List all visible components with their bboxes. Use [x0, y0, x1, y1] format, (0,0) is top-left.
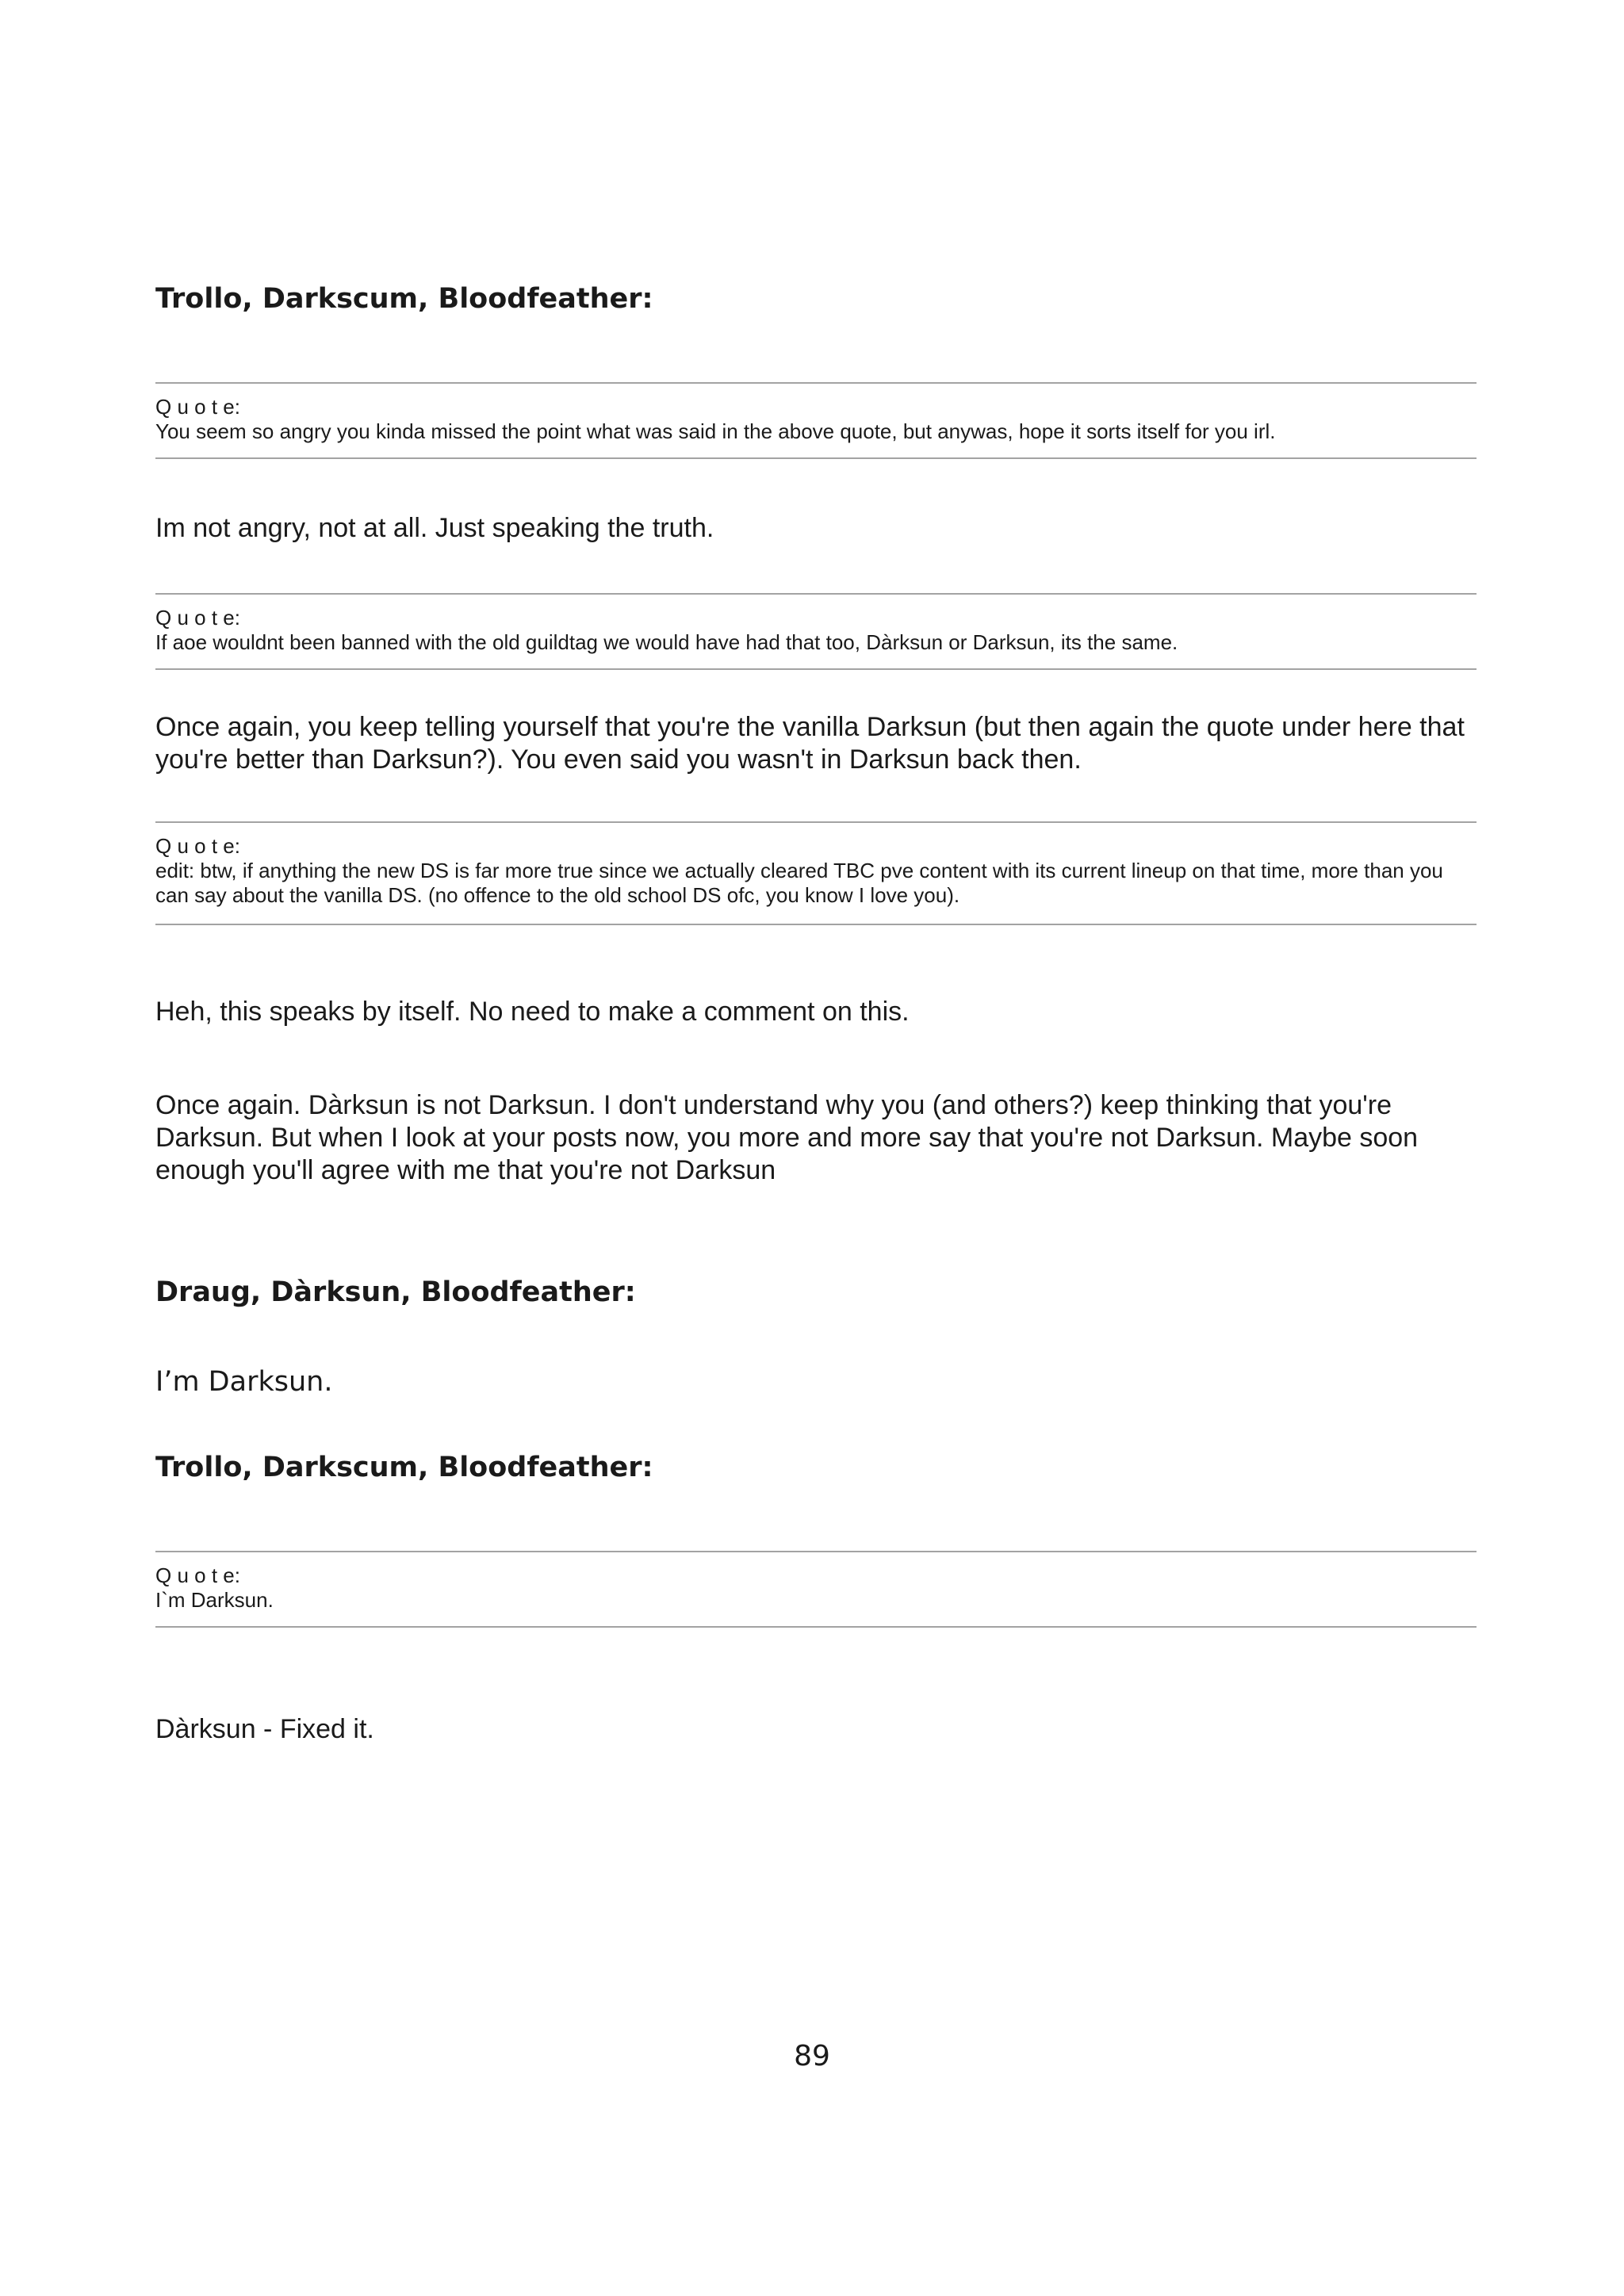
quote-text: I`m Darksun.	[155, 1588, 274, 1612]
quote-block	[155, 1551, 1477, 1628]
quote-block	[155, 821, 1477, 925]
quote-block	[155, 593, 1477, 670]
quote-block	[155, 382, 1477, 459]
quote-text: You seem so angry you kinda missed the point what was said in the above quote, but anywas, hope it sorts itself for you irl.	[155, 419, 1276, 443]
speaker-heading: Trollo, Darkscum, Bloodfeather:	[155, 283, 653, 315]
speaker-heading: Draug, Dàrksun, Bloodfeather:	[155, 1276, 636, 1308]
quote-label: Q u o t e:	[155, 395, 240, 419]
quote-text: If aoe wouldnt been banned with the old guildtag we would have had that too, Dàrksun or Darksun, its the same.	[155, 630, 1178, 654]
quote-label: Q u o t e:	[155, 834, 240, 858]
reply-paragraph: I’m Darksun.	[155, 1366, 333, 1398]
reply-paragraph: Heh, this speaks by itself. No need to make a comment on this.	[155, 997, 910, 1027]
quote-text: edit: btw, if anything the new DS is far more true since we actually cleared TBC pve content with its current lineup on that time, more than you can say about the vanilla DS. (no offence to the old school DS ofc, you know I love you).	[155, 859, 1443, 907]
quote-label: Q u o t e:	[155, 1563, 240, 1587]
page-number: 89	[794, 2040, 830, 2072]
reply-paragraph: Dàrksun - Fixed it.	[155, 1714, 374, 1744]
reply-paragraph: Im not angry, not at all. Just speaking the truth.	[155, 513, 714, 543]
reply-paragraph: Once again, you keep telling yourself that you're the vanilla Darksun (but then again the quote under here that you're better than Darksun?). You even said you wasn't in Darksun back then.	[155, 712, 1465, 775]
reply-paragraph: Once again. Dàrksun is not Darksun. I don't understand why you (and others?) keep thinking that you're Darksun. But when I look at your posts now, you more and more say that you're not Darksun. Maybe soon enough you'll agree with me that you're not Darksun	[155, 1090, 1419, 1185]
speaker-heading: Trollo, Darkscum, Bloodfeather:	[155, 1452, 653, 1483]
quote-label: Q u o t e:	[155, 606, 240, 629]
